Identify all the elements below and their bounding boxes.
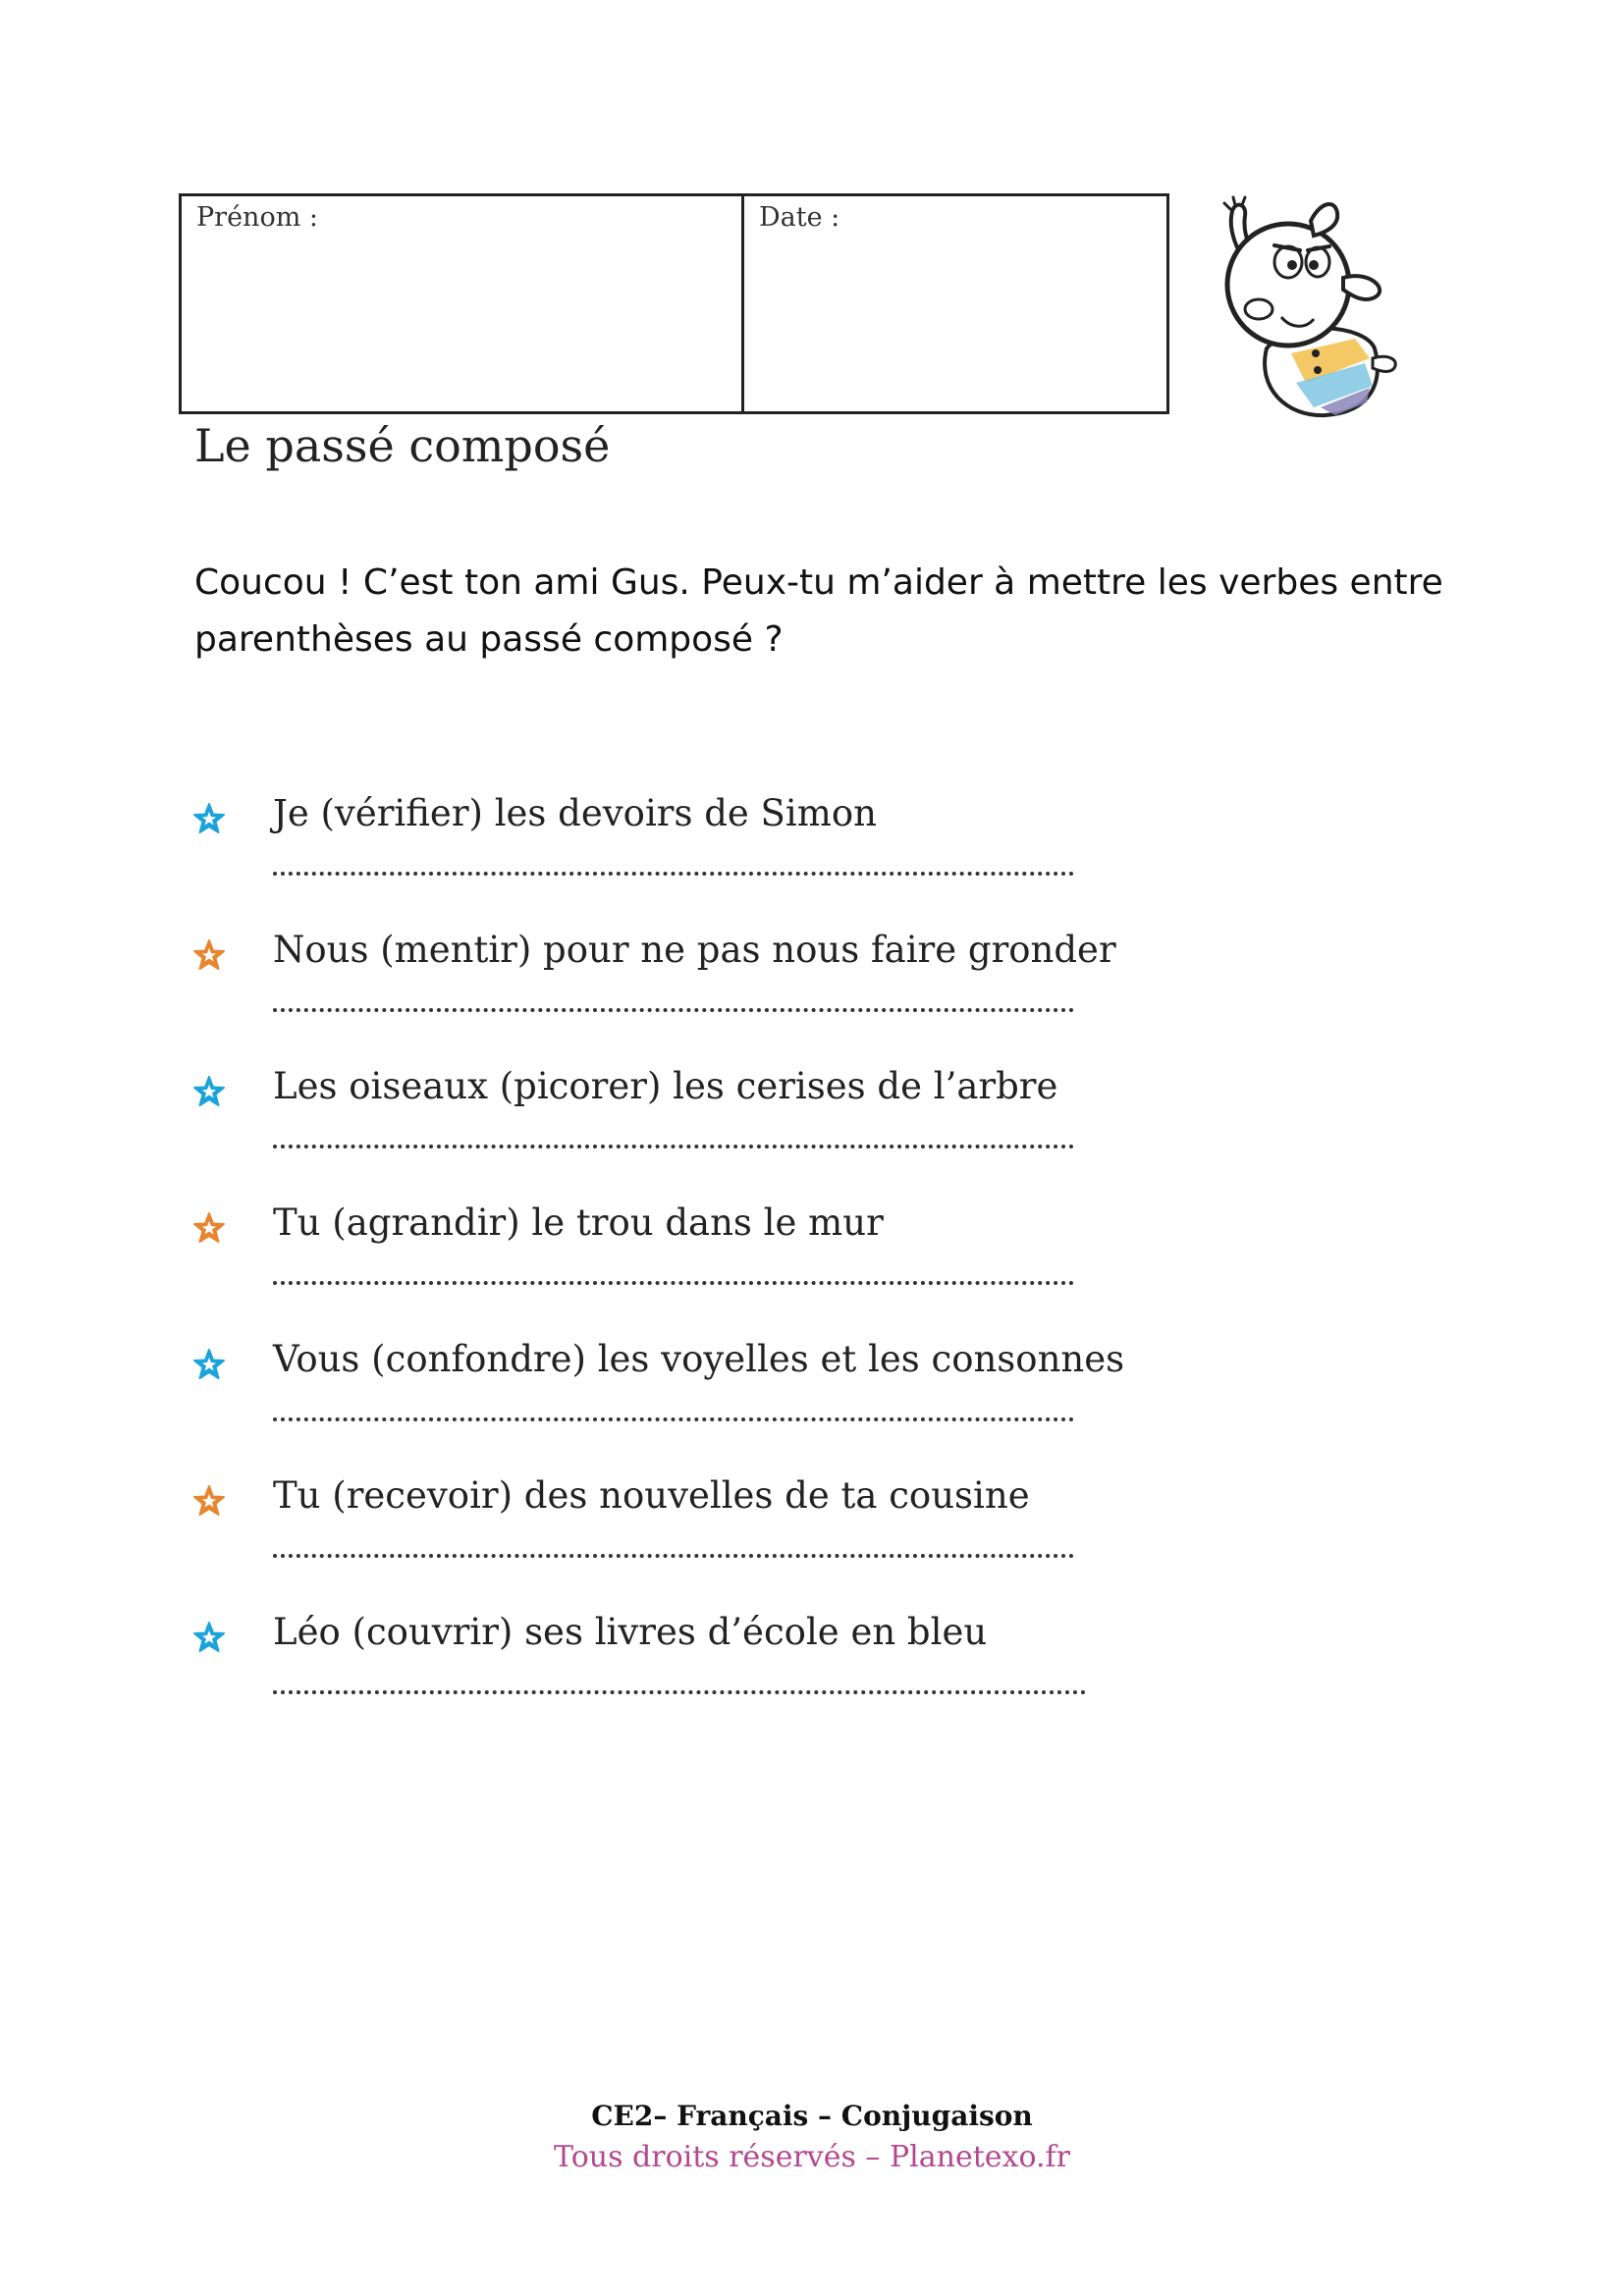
answer-line[interactable] xyxy=(273,1281,1074,1285)
list-item xyxy=(192,1338,1174,1474)
student-info-box xyxy=(179,193,1169,414)
name-field[interactable] xyxy=(182,196,744,411)
star-icon xyxy=(192,1348,226,1381)
exercise-sentence: Vous (confondre) les voyelles et les consonnes xyxy=(273,1338,1125,1380)
intro-text: Coucou ! C’est ton ami Gus. Peux-tu m’aider à mettre les verbes entre parenthèses au passé composé ? xyxy=(194,562,1443,660)
footer-title: CE2– Français – Conjugaison xyxy=(591,2100,1033,2132)
date-field[interactable] xyxy=(744,196,1166,411)
list-item xyxy=(192,1201,1174,1338)
exercise-sentence: Tu (agrandir) le trou dans le mur xyxy=(273,1201,884,1244)
star-icon xyxy=(192,1484,226,1518)
list-item xyxy=(192,1611,1174,1747)
list-item xyxy=(192,1065,1174,1201)
answer-line[interactable] xyxy=(273,1417,1074,1421)
exercise-sentence: Tu (recevoir) des nouvelles de ta cousine xyxy=(273,1474,1030,1517)
answer-line[interactable] xyxy=(273,1690,1086,1694)
sheep-mascot-icon xyxy=(1198,191,1414,422)
answer-line[interactable] xyxy=(273,1145,1074,1148)
star-icon xyxy=(192,1075,226,1108)
exercise-sentence: Je (vérifier) les devoirs de Simon xyxy=(273,792,877,834)
page-title: Le passé composé xyxy=(194,419,611,472)
star-icon xyxy=(192,802,226,835)
star-icon xyxy=(192,1621,226,1654)
exercise-list xyxy=(192,792,1174,1747)
exercise-sentence: Léo (couvrir) ses livres d’école en bleu xyxy=(273,1611,988,1653)
answer-line[interactable] xyxy=(273,872,1074,876)
list-item xyxy=(192,792,1174,929)
date-label: Date : xyxy=(759,202,840,233)
star-icon xyxy=(192,1211,226,1245)
answer-line[interactable] xyxy=(273,1008,1074,1012)
star-icon xyxy=(192,938,226,972)
exercise-sentence: Nous (mentir) pour ne pas nous faire gronder xyxy=(273,929,1116,971)
list-item xyxy=(192,1474,1174,1611)
name-label: Prénom : xyxy=(196,202,318,233)
footer-copyright: Tous droits réservés – Planetexo.fr xyxy=(554,2140,1070,2174)
list-item xyxy=(192,929,1174,1065)
exercise-sentence: Les oiseaux (picorer) les cerises de l’arbre xyxy=(273,1065,1058,1107)
answer-line[interactable] xyxy=(273,1554,1074,1558)
